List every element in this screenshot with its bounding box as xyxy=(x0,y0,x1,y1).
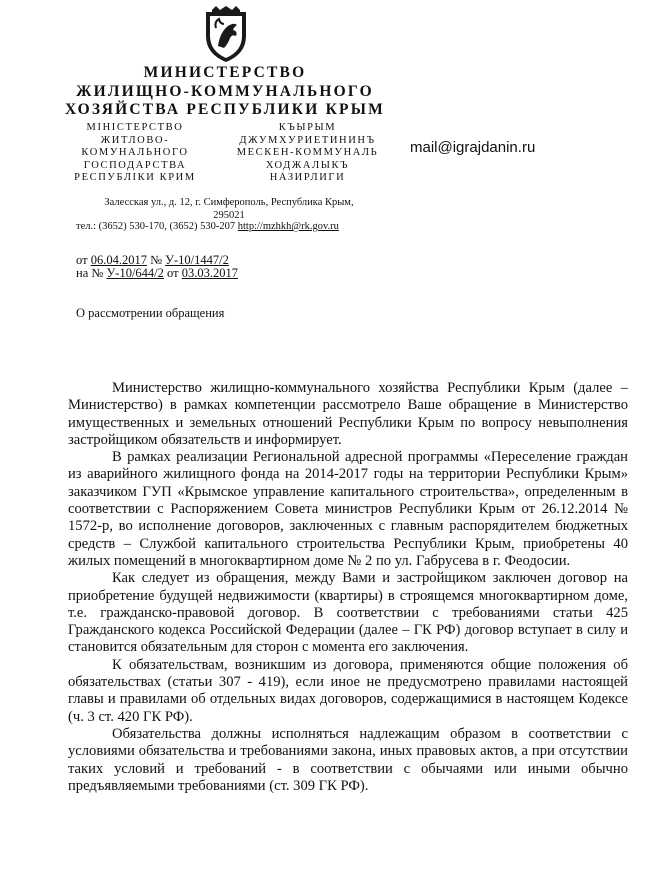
ukrainian-title-line: РЕСПУБЛІКИ КРИМ xyxy=(74,172,196,183)
ukrainian-title-line: ЖИТЛОВО- xyxy=(100,134,170,146)
ukrainian-title-line: МІНІСТЕРСТВО xyxy=(86,122,184,133)
from-label: от xyxy=(167,266,179,280)
ukrainian-title-line: ГОСПОДАРСТВА xyxy=(83,159,187,171)
contacts xyxy=(76,221,339,232)
body-paragraph: Обязательства должны исполняться надлежащим образом в соответствии с условиями обязательства и требованиями закона, иных правовых актов, а при отсутствии таких условий и требований - в соответствии с обычаями или иными обычно предъявляемыми требованиями (ст. 309 ГК РФ). xyxy=(68,725,628,794)
crimean-title-line: ХОДЖАЛЫКЪ xyxy=(265,159,350,171)
ukrainian-title xyxy=(60,122,210,185)
letter-subject: О рассмотрении обращения xyxy=(76,306,225,320)
address-postcode: 295021 xyxy=(213,210,245,221)
ministry-title-line: ЖИЛИЩНО-КОММУНАЛЬНОГО xyxy=(76,82,374,100)
reply-prefix: на xyxy=(76,266,89,280)
body-paragraph: Как следует из обращения, между Вами и застройщиком заключен договор на приобретение будущей недвижимости (квартиры) в строящемся многоквартирном доме, т.е. гражданско-правовой договор. В соответствии с требованиями статьи 425 Гражданского кодекса Российской Федерации (далее – ГК РФ) договор вступает в силу и становится обязательным для сторон с момента его заключения. xyxy=(68,570,628,656)
incoming-number: У-10/644/2 xyxy=(106,266,164,280)
body-paragraph: К обязательствам, возникшим из договора, применяются общие положения об обязательствах (статьи 307 - 419), если иное не предусмотрено правилами настоящей главы и правилами об отдельных видах договоров, содержащимися в настоящем Кодексе (ч. 3 ст. 420 ГК РФ). xyxy=(68,656,628,725)
body-paragraph: В рамках реализации Региональной адресной программы «Переселение граждан из аварийного жилищного фонда на 2014-2017 годы на территории Республики Крым» заказчиком ГУП «Крымское управление капитального строительства», определенным в соответствии с Распоряжением Совета министров Республики Крым от 26.12.2014 № 1572-р, во исполнение договоров, заключенных с главным распорядителем бюджетных средств – Службой капитального строительства Республики Крым, приобретены 40 жилых помещений в многоквартирном доме № 2 по ул. Габрусева в г. Феодосии. xyxy=(68,449,628,569)
outgoing-number: У-10/1447/2 xyxy=(165,253,229,267)
ministry-title-line: МИНИСТЕРСТВО xyxy=(143,64,307,81)
phone-numbers: тел.: (3652) 530-170, (3652) 530-207 xyxy=(76,221,236,232)
address xyxy=(76,196,382,222)
ministry-title-line: ХОЗЯЙСТВА РЕСПУБЛИКИ КРЫМ xyxy=(65,101,385,118)
crimea-coat-of-arms-icon xyxy=(200,6,252,64)
recipient-email: mail@igrajdanin.ru xyxy=(410,139,536,156)
incoming-reference xyxy=(76,267,238,280)
ukrainian-title-line: КОМУНАЛЬНОГО xyxy=(81,147,189,158)
website-link[interactable]: http://mzhkh@rk.gov.ru xyxy=(237,221,339,232)
outgoing-date: 06.04.2017 xyxy=(90,253,147,267)
address-line: Залесская ул., д. 12, г. Симферополь, Республика Крым, xyxy=(104,197,354,208)
crimean-title-line: КЪЫРЫМ xyxy=(278,122,337,133)
crimean-tatar-title xyxy=(225,122,390,185)
body-paragraph: Министерство жилищно-коммунального хозяйства Республики Крым (далее – Министерство) в рамках компетенции рассмотрело Ваше обращение в Министерство имущественных и земельных отношений Республики Крым по вопросу невыполнения застройщиком обязательств и информирует. xyxy=(68,380,628,448)
number-sign: № xyxy=(91,266,104,280)
incoming-date: 03.03.2017 xyxy=(181,266,238,280)
crimean-title-line: ДЖУМХУРИЕТИНИНЪ xyxy=(239,134,376,146)
letter-body xyxy=(68,380,628,795)
crimean-title-line: МЕСКЕН-КОММУНАЛЬ xyxy=(236,147,379,158)
from-label: от xyxy=(76,253,88,267)
number-sign: № xyxy=(150,253,162,267)
crimean-title-line: НАЗИРЛИГИ xyxy=(269,172,346,183)
letter-references xyxy=(76,254,238,280)
ministry-title xyxy=(60,64,390,120)
